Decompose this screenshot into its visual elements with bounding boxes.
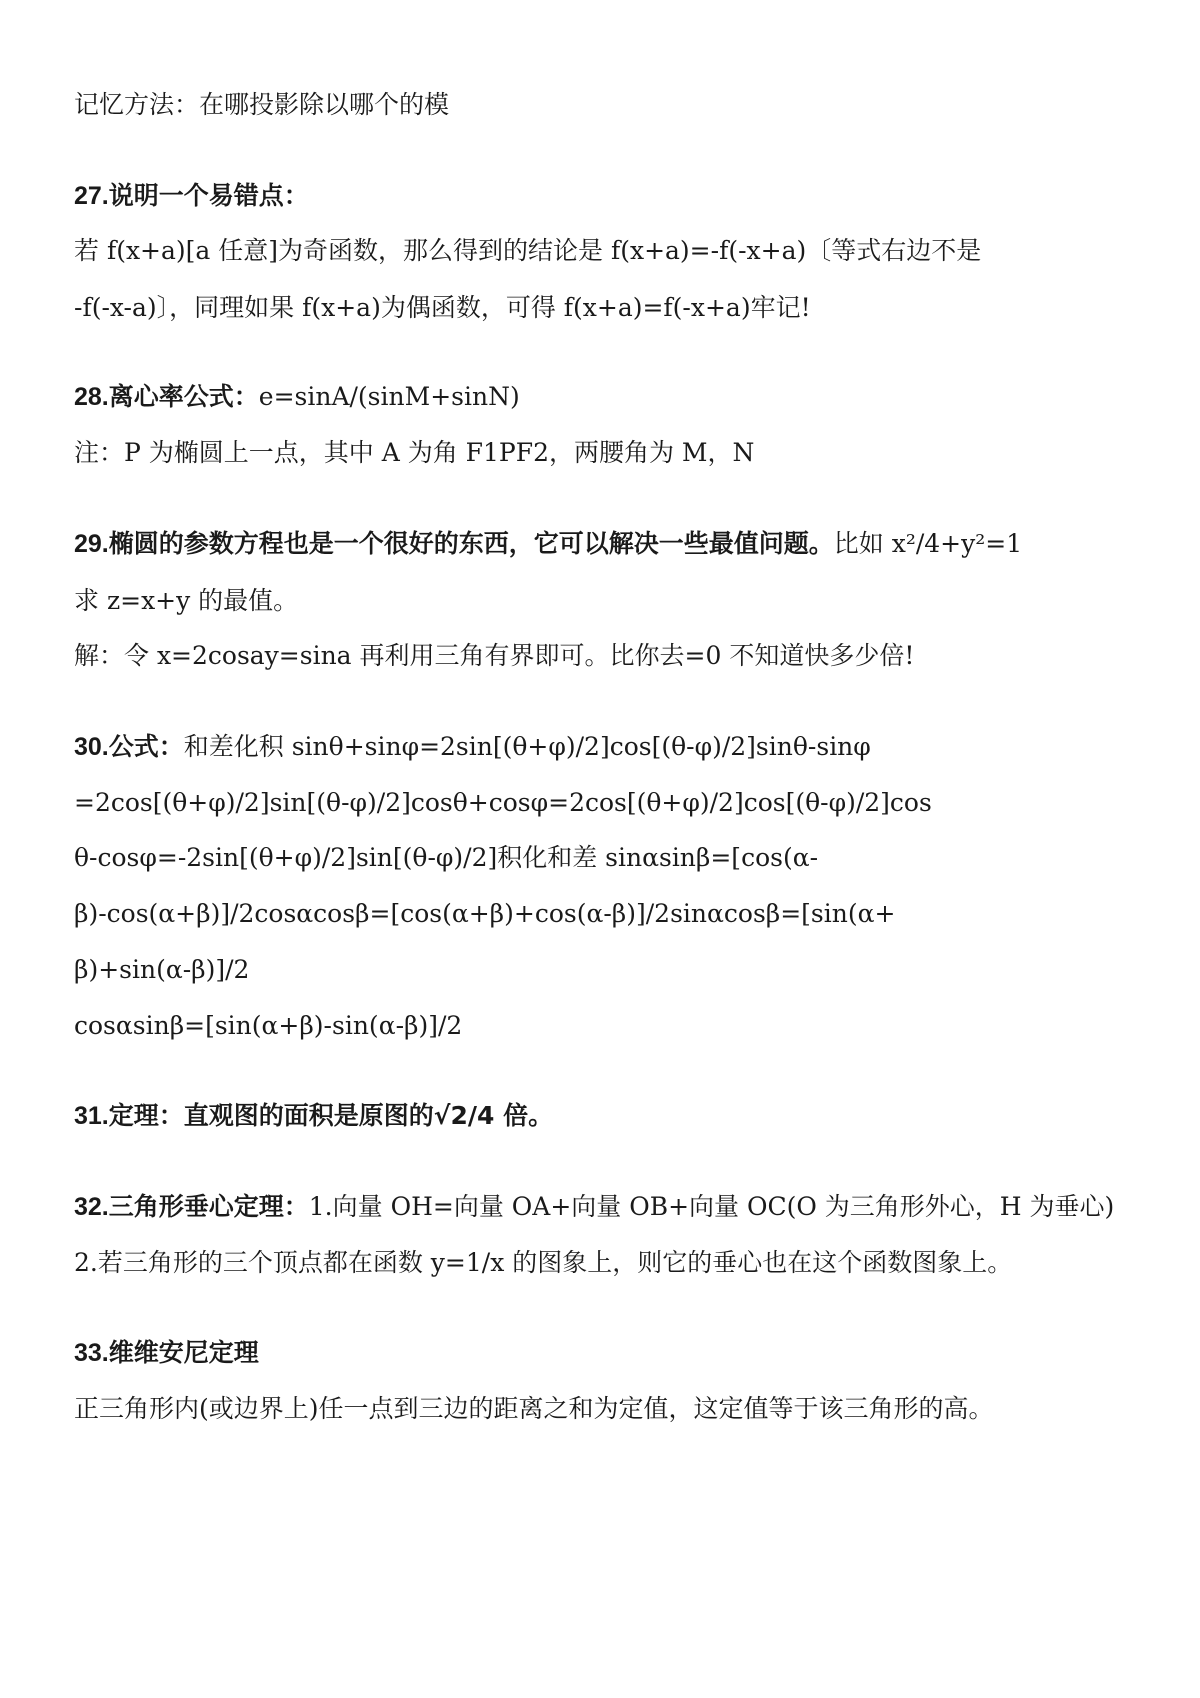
section-title: 说明一个易错点： bbox=[108, 181, 309, 210]
section-33-line-1: 正三角形内(或边界上)任一点到三边的距离之和为定值，这定值等于该三角形的高。 bbox=[74, 1394, 994, 1423]
section-number: 31. bbox=[74, 1102, 109, 1130]
section-29-solution: 解：令 x=2cosay=sina 再利用三角有界即可。比你去=0 不知道快多少倍! bbox=[74, 641, 915, 670]
section-title: 椭圆的参数方程也是一个很好的东西，它可以解决一些最值问题。 bbox=[108, 529, 834, 558]
formula-line-2: =2cos[(θ+φ)/2]sin[(θ-φ)/2]cosθ+cosφ=2cos[(θ+φ)/2]cos[(θ-φ)/2]cos bbox=[74, 788, 932, 817]
section-33-heading bbox=[74, 1340, 259, 1366]
memory-method-line: 记忆方法：在哪投影除以哪个的模 bbox=[74, 90, 450, 119]
section-title: 维维安尼定理 bbox=[108, 1338, 259, 1367]
section-27-line-1: 若 f(x+a)[a 任意]为奇函数，那么得到的结论是 f(x+a)=-f(-x+a)〔等式右边不是 bbox=[74, 236, 982, 265]
orthocenter-vector-formula: 1.向量 OH=向量 OA+向量 OB+向量 OC(O 为三角形外心，H 为垂心) bbox=[308, 1192, 1115, 1221]
section-32-heading bbox=[74, 1194, 1114, 1220]
section-title: 定理：直观图的面积是原图的√2/4 倍。 bbox=[108, 1101, 554, 1130]
section-28-note: 注：P 为椭圆上一点，其中 A 为角 F1PF2，两腰角为 M，N bbox=[74, 438, 755, 467]
formula-line-6: cosαsinβ=[sin(α+β)-sin(α-β)]/2 bbox=[74, 1011, 463, 1040]
formula-line-1: 和差化积 sinθ+sinφ=2sin[(θ+φ)/2]cos[(θ-φ)/2]sinθ-sinφ bbox=[183, 732, 871, 761]
example-equation: 比如 x²/4+y²=1 bbox=[833, 529, 1023, 558]
eccentricity-formula: e=sinA/(sinM+sinN) bbox=[258, 382, 520, 411]
section-number: 30. bbox=[74, 733, 109, 761]
section-32-line-2: 2.若三角形的三个顶点都在函数 y=1/x 的图象上，则它的垂心也在这个函数图象上。 bbox=[74, 1248, 1013, 1277]
section-number: 32. bbox=[74, 1193, 109, 1221]
formula-line-4: β)-cos(α+β)]/2cosαcosβ=[cos(α+β)+cos(α-β)]/2sinαcosβ=[sin(α+ bbox=[74, 899, 896, 928]
section-title: 离心率公式： bbox=[108, 382, 259, 411]
section-28-heading bbox=[74, 384, 520, 410]
formula-line-5: β)+sin(α-β)]/2 bbox=[74, 955, 250, 984]
section-29-line-2: 求 z=x+y 的最值。 bbox=[74, 586, 299, 615]
section-title: 公式： bbox=[108, 732, 184, 761]
section-27-line-2: -f(-x-a)〕，同理如果 f(x+a)为偶函数，可得 f(x+a)=f(-x+a)牢记! bbox=[74, 293, 811, 322]
section-number: 27. bbox=[74, 182, 109, 210]
section-number: 28. bbox=[74, 383, 109, 411]
formula-line-3: θ-cosφ=-2sin[(θ+φ)/2]sin[(θ-φ)/2]积化和差 sinαsinβ=[cos(α- bbox=[74, 843, 819, 872]
section-31-heading bbox=[74, 1103, 553, 1129]
section-number: 29. bbox=[74, 530, 109, 558]
section-29-heading bbox=[74, 531, 1022, 557]
section-title: 三角形垂心定理： bbox=[108, 1192, 309, 1221]
section-27-heading bbox=[74, 183, 309, 209]
section-30-heading bbox=[74, 734, 871, 760]
section-number: 33. bbox=[74, 1339, 109, 1367]
